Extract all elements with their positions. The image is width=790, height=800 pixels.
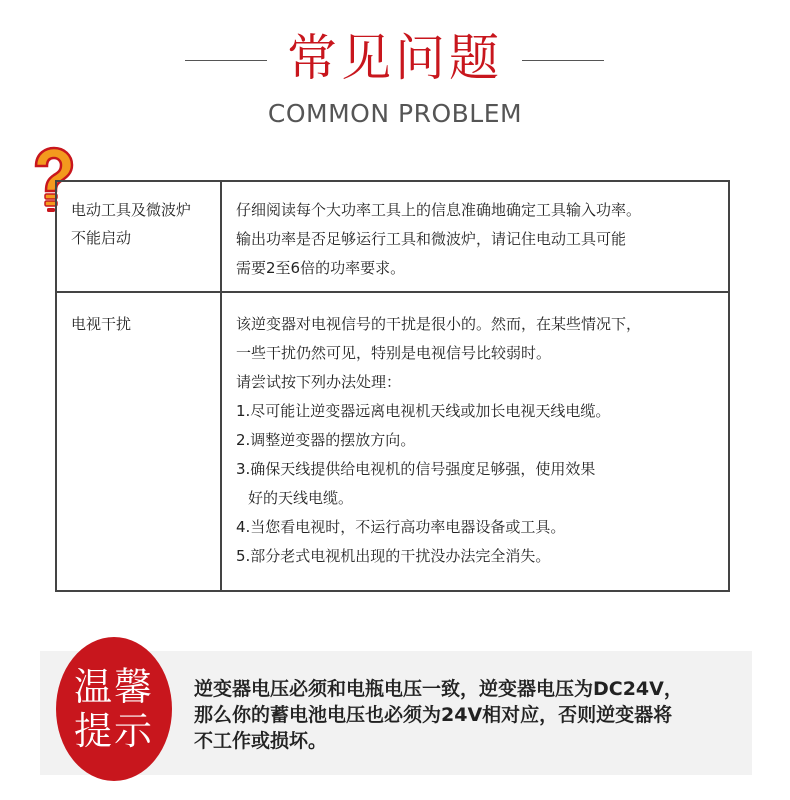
faq-answer-2: 该逆变器对电视信号的干扰是很小的。然而，在某些情况下， 一些干扰仍然可见，特别是电视信号比较弱时。 请尝试按下列办法处理： 1.尽可能让逆变器远离电视机天线或加长电视天线电缆。 2.调整逆变器的摆放方向。 3.确保天线提供给电视机的信号强度足够强，使用效果 好的天线电缆。 4.当您看电视时，不运行高功率电器设备或工具。 5.部分老式电视机出现的干扰没办法完全消失。 [236,315,642,565]
faq-question-1: 电动工具及微波炉 不能启动 [71,201,192,247]
table-row-divider [57,291,728,293]
faq-question-2: 电视干扰 [71,315,132,333]
faq-table [55,180,730,592]
table-column-divider [220,182,222,590]
tip-text: 逆变器电压必须和电瓶电压一致，逆变器电压为DC24V， 那么你的蓄电池电压也必须为24V相对应，否则逆变器将 不工作或损坏。 [194,678,683,752]
section-header [0,26,790,90]
faq-answer-1: 仔细阅读每个大功率工具上的信息准确地确定工具输入功率。 输出功率是否足够运行工具和微波炉，请记住电动工具可能 需要2至6倍的功率要求。 [236,201,642,277]
tip-badge [56,637,172,781]
title-divider-right [522,60,604,61]
tip-badge-label: 温馨 提示 [73,665,154,753]
page-title: 常见问题 [287,29,503,87]
page-subtitle: COMMON PROBLEM [267,99,523,128]
